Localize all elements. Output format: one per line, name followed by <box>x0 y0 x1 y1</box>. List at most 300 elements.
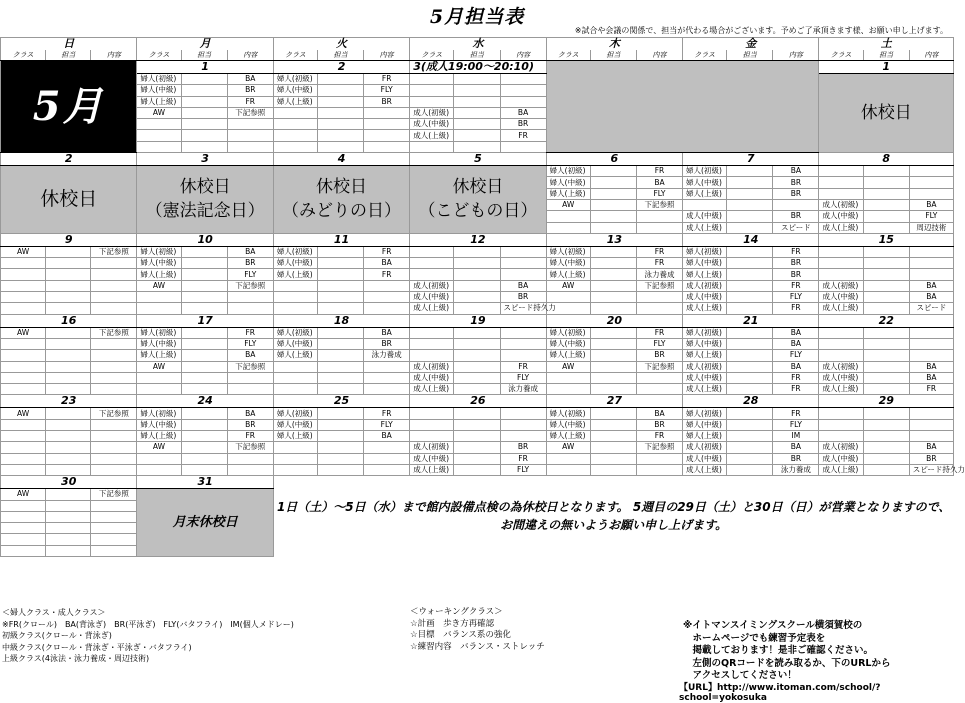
class-cell <box>273 130 317 141</box>
class-cell <box>410 258 454 269</box>
teacher-cell <box>317 141 363 152</box>
class-cell: 成人(上級) <box>410 464 454 475</box>
class-cell: 婦人(上級) <box>137 431 181 442</box>
teacher-cell <box>181 246 227 257</box>
class-cell: AW <box>546 199 590 210</box>
subheader: クラス <box>683 50 727 61</box>
class-cell: AW <box>1 489 46 500</box>
content-cell: BA <box>773 327 819 338</box>
footer-line: ＜婦人クラス・成人クラス＞ <box>2 608 106 617</box>
teacher-cell <box>454 85 500 96</box>
class-cell: AW <box>137 107 181 118</box>
class-cell: 成人(上級) <box>819 303 863 314</box>
content-cell <box>909 177 953 188</box>
date-number: 19 <box>410 314 546 327</box>
content-cell: FR <box>227 96 273 107</box>
teacher-cell <box>863 188 909 199</box>
content-cell: 周辺技術 <box>909 222 953 233</box>
teacher-cell <box>727 464 773 475</box>
content-cell: BR <box>500 119 546 130</box>
class-cell: AW <box>1 408 46 419</box>
content-cell: BA <box>909 372 953 383</box>
class-cell <box>819 327 863 338</box>
class-cell <box>546 464 590 475</box>
content-cell: 下記参照 <box>636 199 682 210</box>
date-number: 6 <box>546 153 682 166</box>
teacher-cell <box>317 292 363 303</box>
content-cell: FR <box>909 384 953 395</box>
class-cell: 婦人(中級) <box>273 338 317 349</box>
teacher-cell <box>727 431 773 442</box>
teacher-cell <box>454 74 500 85</box>
class-cell: 成人(上級) <box>683 222 727 233</box>
footer-line: ※イトマンスイミングスクール横須賀校の <box>683 620 863 631</box>
content-cell: FR <box>773 408 819 419</box>
content-cell: BA <box>773 442 819 453</box>
teacher-cell <box>454 269 500 280</box>
content-cell: FLY <box>773 419 819 430</box>
teacher-cell <box>46 419 91 430</box>
class-cell <box>410 338 454 349</box>
content-cell <box>91 431 137 442</box>
class-cell <box>137 292 181 303</box>
content-cell <box>500 246 546 257</box>
date-number: 21 <box>683 314 819 327</box>
content-cell: BA <box>364 258 410 269</box>
class-cell: 成人(初級) <box>410 361 454 372</box>
teacher-cell <box>863 338 909 349</box>
teacher-cell <box>863 453 909 464</box>
teacher-cell <box>46 511 91 522</box>
content-cell: BA <box>227 350 273 361</box>
content-cell <box>909 408 953 419</box>
teacher-cell <box>181 96 227 107</box>
teacher-cell <box>454 442 500 453</box>
content-cell <box>91 350 137 361</box>
content-cell <box>364 303 410 314</box>
teacher-cell <box>454 280 500 291</box>
content-cell: IM <box>773 431 819 442</box>
content-cell: FLY <box>773 350 819 361</box>
date-number: 1 <box>137 61 273 74</box>
class-cell: 成人(中級) <box>819 453 863 464</box>
content-cell: BR <box>364 96 410 107</box>
class-cell <box>410 327 454 338</box>
content-cell <box>909 188 953 199</box>
teacher-cell <box>181 292 227 303</box>
content-cell <box>909 258 953 269</box>
class-cell: 婦人(中級) <box>683 419 727 430</box>
teacher-cell <box>46 545 91 556</box>
content-cell: 泳力養成 <box>773 464 819 475</box>
teacher-cell <box>181 141 227 152</box>
teacher-cell <box>317 442 363 453</box>
date-number: 3 <box>137 153 273 166</box>
content-cell: BR <box>773 453 819 464</box>
content-cell: BA <box>909 442 953 453</box>
weekday-header: 月 <box>137 38 273 50</box>
content-cell: FR <box>636 166 682 177</box>
teacher-cell <box>181 85 227 96</box>
class-cell: 成人(上級) <box>410 303 454 314</box>
content-cell: FR <box>636 327 682 338</box>
content-cell: FR <box>773 280 819 291</box>
teacher-cell <box>590 384 636 395</box>
class-cell <box>546 222 590 233</box>
date-number: 26 <box>410 395 546 408</box>
weekday-header: 火 <box>273 38 409 50</box>
content-cell: 下記参照 <box>636 361 682 372</box>
class-cell: 成人(中級) <box>410 453 454 464</box>
content-cell <box>364 372 410 383</box>
content-cell <box>909 269 953 280</box>
class-cell <box>410 269 454 280</box>
teacher-cell <box>317 85 363 96</box>
class-cell: 成人(上級) <box>683 464 727 475</box>
class-cell: 婦人(中級) <box>137 258 181 269</box>
subheader: クラス <box>1 50 46 61</box>
class-cell: 成人(初級) <box>410 442 454 453</box>
content-cell: BA <box>364 431 410 442</box>
content-cell: 下記参照 <box>227 280 273 291</box>
class-cell <box>410 141 454 152</box>
class-cell <box>819 338 863 349</box>
teacher-cell <box>863 431 909 442</box>
class-cell <box>137 384 181 395</box>
teacher-cell <box>590 464 636 475</box>
teacher-cell <box>454 338 500 349</box>
class-cell <box>410 246 454 257</box>
teacher-cell <box>181 74 227 85</box>
teacher-cell <box>181 258 227 269</box>
class-cell <box>819 188 863 199</box>
teacher-cell <box>590 431 636 442</box>
class-cell: 成人(中級) <box>819 211 863 222</box>
class-cell <box>1 372 46 383</box>
footer-line: ☆練習内容 バランス・ストレッチ <box>410 641 545 652</box>
teacher-cell <box>181 338 227 349</box>
class-cell: 成人(初級) <box>819 361 863 372</box>
class-cell: 婦人(初級) <box>273 408 317 419</box>
content-cell <box>500 96 546 107</box>
class-cell <box>546 372 590 383</box>
class-cell <box>819 408 863 419</box>
closed-cell: 休校日 （こどもの日） <box>410 166 546 234</box>
teacher-cell <box>863 327 909 338</box>
teacher-cell <box>317 258 363 269</box>
teacher-cell <box>863 442 909 453</box>
teacher-cell <box>317 372 363 383</box>
teacher-cell <box>863 384 909 395</box>
class-cell <box>819 258 863 269</box>
teacher-cell <box>317 384 363 395</box>
content-cell <box>91 258 137 269</box>
date-number: 16 <box>1 314 137 327</box>
content-cell: BA <box>773 361 819 372</box>
date-number: 7 <box>683 153 819 166</box>
content-cell <box>364 453 410 464</box>
content-cell: FR <box>364 269 410 280</box>
class-cell: 婦人(初級) <box>273 74 317 85</box>
class-cell: 婦人(上級) <box>137 96 181 107</box>
weekday-header: 土 <box>819 38 954 50</box>
teacher-cell <box>590 269 636 280</box>
footer-line: 中級クラス(クロール・背泳ぎ・平泳ぎ・バタフライ) <box>2 642 192 652</box>
class-cell: 成人(上級) <box>683 384 727 395</box>
class-cell: AW <box>1 327 46 338</box>
content-cell: BA <box>227 408 273 419</box>
subheader: 担当 <box>590 50 636 61</box>
class-cell: 成人(上級) <box>819 384 863 395</box>
content-cell: FR <box>364 408 410 419</box>
teacher-cell <box>181 442 227 453</box>
teacher-cell <box>317 431 363 442</box>
content-cell <box>91 545 137 556</box>
teacher-cell <box>181 431 227 442</box>
date-number: 23 <box>1 395 137 408</box>
teacher-cell <box>590 246 636 257</box>
teacher-cell <box>46 303 91 314</box>
content-cell: FLY <box>364 85 410 96</box>
class-cell <box>273 361 317 372</box>
footer-line: 左側のQRコードを読み取るか、下のURLから <box>683 657 891 669</box>
subheader: 担当 <box>181 50 227 61</box>
content-cell <box>91 523 137 534</box>
class-cell <box>1 500 46 511</box>
date-number: 27 <box>546 395 682 408</box>
teacher-cell <box>590 327 636 338</box>
date-number: 30 <box>1 476 137 489</box>
class-cell <box>683 199 727 210</box>
teacher-cell <box>727 166 773 177</box>
content-cell: BA <box>636 177 682 188</box>
teacher-cell <box>181 327 227 338</box>
date-number: 10 <box>137 233 273 246</box>
closure-note <box>273 476 953 557</box>
content-cell: FR <box>636 258 682 269</box>
footer-class-legend <box>2 607 294 665</box>
teacher-cell <box>454 384 500 395</box>
content-cell: BA <box>500 280 546 291</box>
teacher-cell <box>46 350 91 361</box>
class-cell: 婦人(初級) <box>683 246 727 257</box>
class-cell <box>273 303 317 314</box>
teacher-cell <box>727 453 773 464</box>
class-cell <box>1 269 46 280</box>
teacher-cell <box>46 442 91 453</box>
teacher-cell <box>181 453 227 464</box>
class-cell <box>819 431 863 442</box>
teacher-cell <box>454 141 500 152</box>
end-closed-cell <box>137 489 273 557</box>
class-cell: 婦人(上級) <box>683 188 727 199</box>
teacher-cell <box>454 246 500 257</box>
teacher-cell <box>863 269 909 280</box>
content-cell: スピード <box>909 303 953 314</box>
class-cell: 成人(上級) <box>410 130 454 141</box>
class-cell: 婦人(中級) <box>546 338 590 349</box>
class-cell: 婦人(上級) <box>546 350 590 361</box>
content-cell <box>364 442 410 453</box>
class-cell: 婦人(初級) <box>683 166 727 177</box>
content-cell <box>91 511 137 522</box>
teacher-cell <box>46 384 91 395</box>
content-cell <box>227 453 273 464</box>
teacher-cell <box>181 361 227 372</box>
content-cell <box>636 372 682 383</box>
teacher-cell <box>181 130 227 141</box>
teacher-cell <box>727 408 773 419</box>
class-cell: 婦人(初級) <box>683 327 727 338</box>
content-cell: BA <box>636 408 682 419</box>
content-cell <box>636 222 682 233</box>
teacher-cell <box>181 303 227 314</box>
content-cell <box>364 292 410 303</box>
teacher-cell <box>727 442 773 453</box>
content-cell <box>227 303 273 314</box>
content-cell: 下記参照 <box>227 442 273 453</box>
teacher-cell <box>590 188 636 199</box>
teacher-cell <box>727 303 773 314</box>
teacher-cell <box>46 500 91 511</box>
content-cell: FLY <box>500 372 546 383</box>
teacher-cell <box>317 246 363 257</box>
class-cell <box>273 107 317 118</box>
class-cell: 婦人(中級) <box>273 85 317 96</box>
class-cell <box>819 166 863 177</box>
class-cell: 婦人(上級) <box>273 350 317 361</box>
content-cell: BA <box>909 199 953 210</box>
class-cell <box>1 453 46 464</box>
content-cell <box>909 246 953 257</box>
content-cell: BA <box>500 107 546 118</box>
class-cell <box>273 119 317 130</box>
notice-text: ※試合や会議の関係で、担当が代わる場合がございます。予めご了承頂きます様、お願い申し上げます。 <box>574 26 948 35</box>
month-label-text: 5月 <box>32 82 105 130</box>
class-cell: 成人(中級) <box>683 292 727 303</box>
content-cell <box>91 338 137 349</box>
teacher-cell <box>317 74 363 85</box>
date-number: 8 <box>819 153 954 166</box>
content-cell: BA <box>773 166 819 177</box>
teacher-cell <box>863 177 909 188</box>
teacher-cell <box>727 361 773 372</box>
date-number: 20 <box>546 314 682 327</box>
teacher-cell <box>863 222 909 233</box>
subheader: 内容 <box>91 50 137 61</box>
class-cell: AW <box>137 280 181 291</box>
teacher-cell <box>317 96 363 107</box>
content-cell: BR <box>636 419 682 430</box>
teacher-cell <box>863 258 909 269</box>
teacher-cell <box>590 338 636 349</box>
teacher-cell <box>590 350 636 361</box>
teacher-cell <box>727 292 773 303</box>
content-cell: BA <box>909 292 953 303</box>
content-cell <box>91 534 137 545</box>
teacher-cell <box>46 258 91 269</box>
content-cell: BA <box>773 338 819 349</box>
class-cell: 婦人(上級) <box>137 350 181 361</box>
date-number: 31 <box>137 476 273 489</box>
content-cell <box>364 130 410 141</box>
date-number: 12 <box>410 233 546 246</box>
teacher-cell <box>863 361 909 372</box>
content-cell <box>91 384 137 395</box>
class-cell <box>137 130 181 141</box>
class-cell <box>137 453 181 464</box>
content-cell <box>91 464 137 475</box>
class-cell: 婦人(上級) <box>683 431 727 442</box>
class-cell <box>137 141 181 152</box>
class-cell: 成人(初級) <box>819 280 863 291</box>
class-cell <box>1 292 46 303</box>
date-number: 5 <box>410 153 546 166</box>
closure-note-text: 1日（土）～5日（水）まで館内設備点検の為休校日となります。 5週目の29日（土）と30日（日）が営業となりますので、 お間違えの無いようお願い申し上げます。 <box>276 500 951 533</box>
class-cell: AW <box>137 361 181 372</box>
class-cell: 成人(中級) <box>683 211 727 222</box>
teacher-cell <box>317 361 363 372</box>
teacher-cell <box>181 280 227 291</box>
teacher-cell <box>46 523 91 534</box>
content-cell <box>91 361 137 372</box>
content-cell <box>364 107 410 118</box>
class-cell: 成人(初級) <box>683 361 727 372</box>
content-cell <box>636 384 682 395</box>
content-cell: BA <box>364 327 410 338</box>
class-cell <box>137 372 181 383</box>
subheader: クラス <box>546 50 590 61</box>
subheader: 内容 <box>500 50 546 61</box>
teacher-cell <box>181 419 227 430</box>
teacher-cell <box>863 372 909 383</box>
teacher-cell <box>863 211 909 222</box>
class-cell: 成人(中級) <box>683 372 727 383</box>
class-cell: 婦人(上級) <box>546 431 590 442</box>
content-cell <box>227 384 273 395</box>
content-cell <box>636 211 682 222</box>
content-cell: FLY <box>636 338 682 349</box>
teacher-cell <box>317 453 363 464</box>
class-cell <box>410 431 454 442</box>
content-cell <box>227 141 273 152</box>
footer-line: アクセスしてください！ <box>683 670 797 681</box>
class-cell: 婦人(上級) <box>683 269 727 280</box>
class-cell: 婦人(初級) <box>137 74 181 85</box>
content-cell: BA <box>227 246 273 257</box>
teacher-cell <box>727 177 773 188</box>
class-cell: 婦人(上級) <box>273 96 317 107</box>
content-cell: FR <box>773 372 819 383</box>
class-cell <box>1 361 46 372</box>
class-cell <box>137 464 181 475</box>
class-cell <box>1 350 46 361</box>
class-cell <box>273 372 317 383</box>
teacher-cell <box>46 431 91 442</box>
class-cell <box>819 419 863 430</box>
teacher-cell <box>46 489 91 500</box>
subheader: クラス <box>137 50 181 61</box>
date-number: 11 <box>273 233 409 246</box>
content-cell <box>364 280 410 291</box>
content-cell: BR <box>773 211 819 222</box>
subheader: 内容 <box>364 50 410 61</box>
class-cell <box>819 269 863 280</box>
content-cell: FR <box>500 453 546 464</box>
teacher-cell <box>727 269 773 280</box>
class-cell: 婦人(初級) <box>546 408 590 419</box>
date-number: 15 <box>819 233 954 246</box>
